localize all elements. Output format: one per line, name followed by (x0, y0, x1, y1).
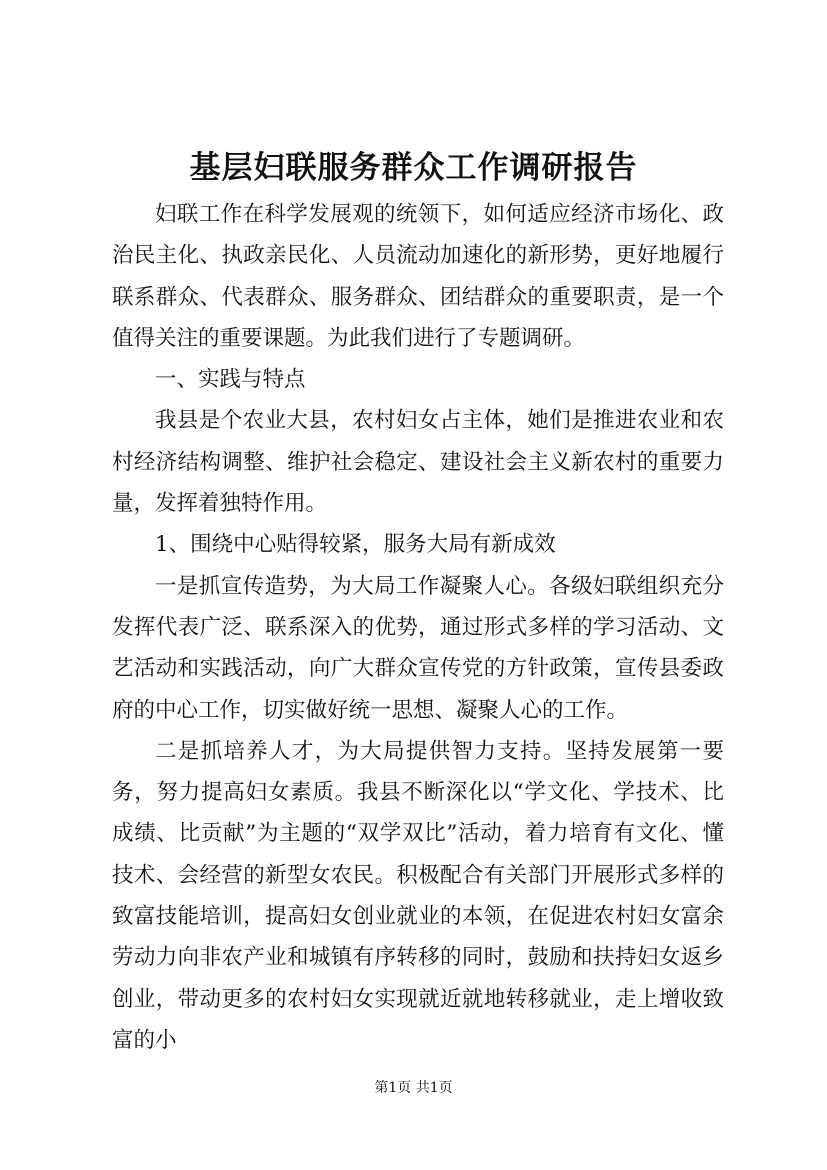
paragraph-propaganda: 一是抓宣传造势，为大局工作凝聚人心。各级妇联组织充分发挥代表广泛、联系深入的优势，通过形式多样的学习活动、文艺活动和实践活动，向广大群众宣传党的方针政策，宣传县委政府的中心工作，切实做好统一思想、凝聚人心的工作。 (112, 573, 724, 723)
subsection-heading-1: 1、围绕中心贴得较紧，服务大局有新成效 (155, 532, 556, 558)
section-heading-practice: 一、实践与特点 (155, 367, 306, 393)
document-title: 基层妇联服务群众工作调研报告 (189, 150, 638, 186)
paragraph-intro: 妇联工作在科学发展观的统领下，如何适应经济市场化、政治民主化、执政亲民化、人员流动加速化的新形势，更好地履行联系群众、代表群众、服务群众、团结群众的重要职责，是一个值得关注的重要课题。为此我们进行了专题调研。 (112, 202, 724, 351)
document-body (112, 194, 724, 1061)
paragraph-talent: 二是抓培养人才，为大局提供智力支持。坚持发展第一要务，努力提高妇女素质。我县不断深化以“学文化、学技术、比成绩、比贡献”为主题的“双学双比”活动，着力培育有文化、懂技术、会经营的新型女农民。积极配合有关部门开展形式多样的致富技能培训，提高妇女创业就业的本领，在促进农村妇女富余劳动力向非农产业和城镇有序转移的同时，鼓励和扶持妇女返乡创业，带动更多的农村妇女实现就近就地转移就业，走上增收致富的小 (112, 738, 724, 1053)
page-footer: 第1页 共1页 (374, 1080, 453, 1096)
paragraph-county-overview: 我县是个农业大县，农村妇女占主体，她们是推进农业和农村经济结构调整、维护社会稳定、建设社会主义新农村的重要力量，发挥着独特作用。 (112, 408, 724, 517)
